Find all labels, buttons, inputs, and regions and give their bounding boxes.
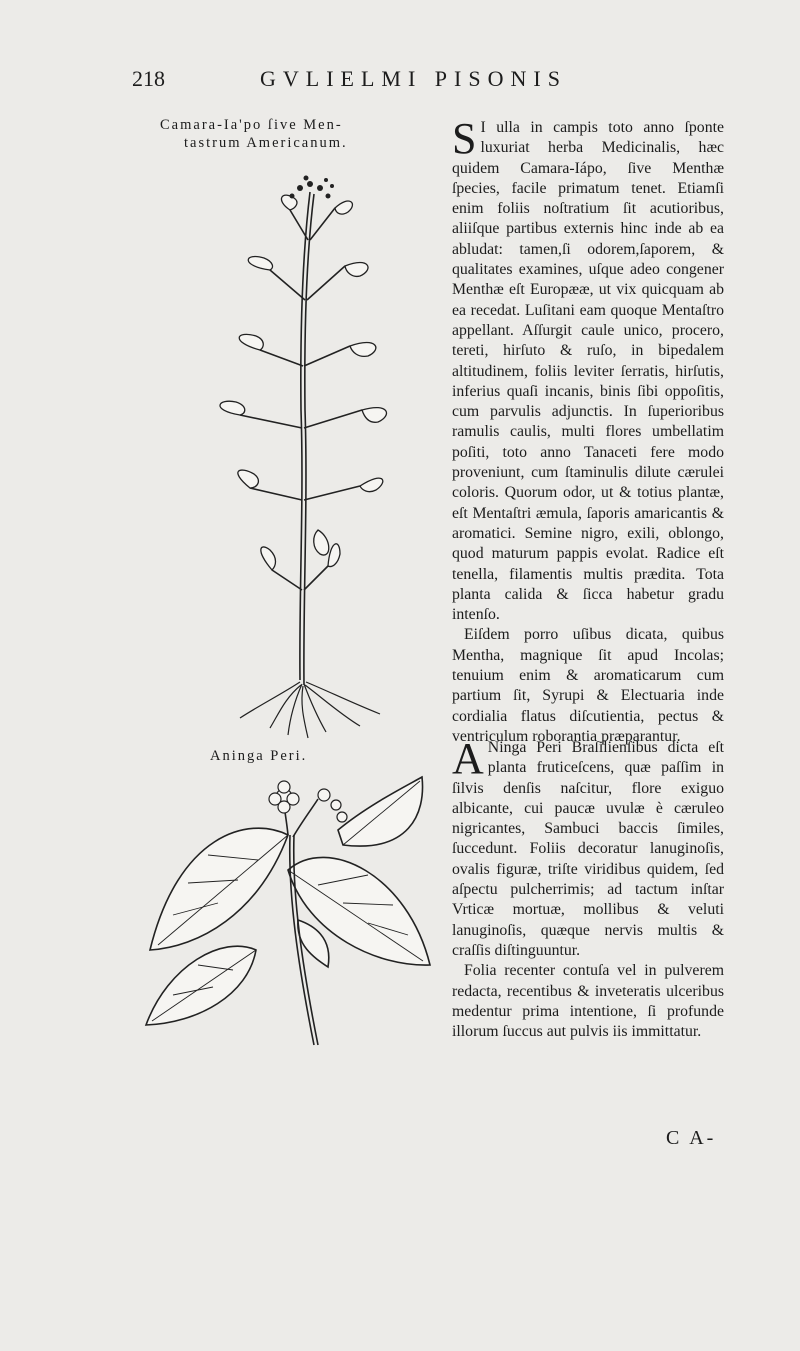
plant-caption-aninga: Aninga Peri. (210, 748, 308, 764)
catchword: C A- (666, 1127, 717, 1149)
plant-caption-camara (160, 116, 400, 152)
paragraph (452, 734, 724, 961)
page-number: 218 (132, 66, 165, 91)
running-title: GVLIELMI PISONIS (260, 66, 567, 91)
drop-cap: S (452, 114, 477, 163)
drop-cap: A (452, 734, 484, 783)
paragraph-text: I ulla in campis toto anno ſponte luxuriat herba Medicinalis, hæc quidem Camara-Iápo, ſive Menthæ ſpecies, facile primatum tenet. Etiamſi enim foliis noſtratium ſit acutioribus, aliiſque partibus externis hinc inde ab ea abludat: tamen,ſi odorem,ſaporem, & qualitates examines, uſque adeo congener Menthæ eſt Europææ, ut vix quicquam ab ea recedat. Luſitani eam quoque Mentaſtro appellant. Aſſurgit caule unico, procero, tereti, hirſuto & ruſo, in bipedalem altitudinem, foliis leviter ſerratis, hirſutis, inferius quaſi incanis, binis ſibi oppoſitis, cum parvulis adjunctis. In ſuperioribus ramulis caulis, multi flores umbellatim poſiti, toto anno Tanaceti fere modo proveniunt, cum ſtaminulis dilute cærulei coloris. Quorum odor, ut & totius plantæ, eſt Mentaſtri æmula, ſaporis amaricantis & aromatici. Semine nigro, exili, oblongo, quod maturum pappis evolat. Radice eſt tenella, filamentis multis prædita. Tota planta calida & ſicca habetur gradu intenſo. (452, 119, 724, 624)
paragraph (452, 114, 724, 625)
paragraph: Eiſdem porro uſibus dicata, quibus Mentha, magnique ſit apud Incolas; tenuium enim & aromaticarum cum partium ſit, Syrupi & Electuaria inde cordialia flatus diſcutientia, pectus & ventriculum roborantia præparantur. (452, 626, 724, 745)
caption-line: tastrum Americanum. (184, 135, 348, 151)
aninga-peri-woodcut-icon (138, 775, 438, 1050)
mint-plant-woodcut-icon (200, 170, 400, 740)
caption-line: Camara-Ia'po ſive Men- (160, 117, 343, 133)
running-header (132, 66, 800, 94)
paragraph-text: Ninga Peri Braſilienſibus dicta eſt planta fruticeſcens, quæ paſſim in ſilvis denſis naſcitur, flore exiguo albicante, cui paucæ uvulæ è cæruleo nigricantes, Sambuci baccis ſimiles, ſuccedunt. Foliis decoratur lanuginoſis, ovalis figuræ, triſte viridibus quidem, ſed aſpectu pulcherrimis; ad tactum inſtar Vrticæ mortuæ, mollibus & veluti lanuginoſis, quæque nervis multis & craſſis diſtinguuntur. (452, 739, 724, 959)
paragraph: Folia recenter contuſa vel in pulverem redacta, recentibus & inveteratis ulceribus medentur prima intentione, ſi profunde illorum ſuccus aut pulvis iis immittatur. (452, 962, 724, 1041)
section-camara-text (452, 114, 724, 747)
section-aninga-text (452, 734, 724, 1042)
